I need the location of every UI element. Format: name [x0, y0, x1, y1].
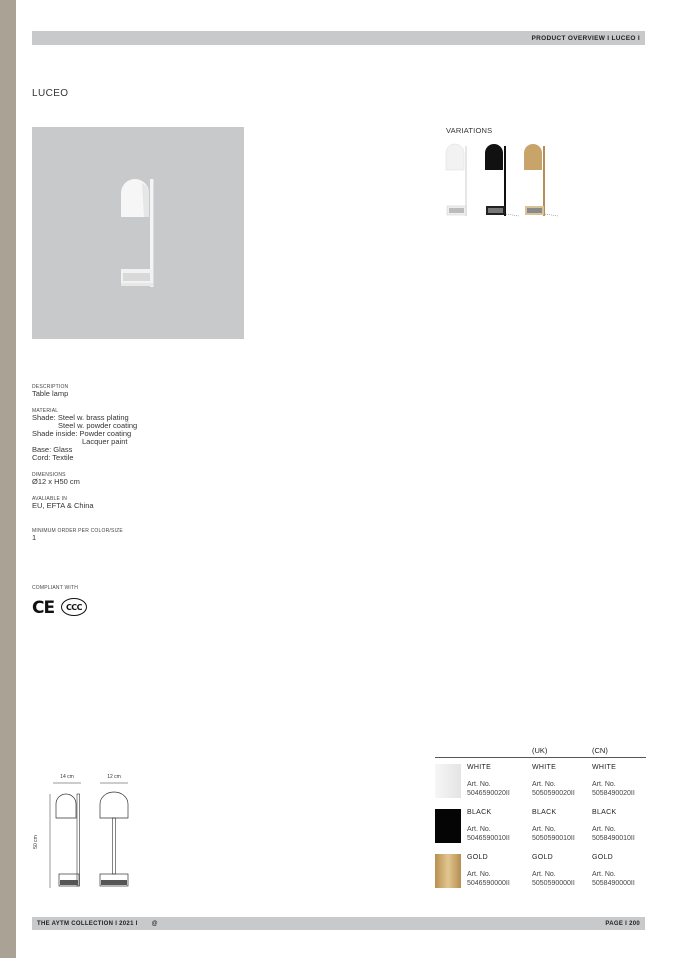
- description-block: [32, 384, 292, 398]
- header-bar: [32, 31, 645, 45]
- availability-block: [32, 496, 292, 510]
- variations-label: VARIATIONS: [446, 126, 493, 135]
- brand-logo-icon: @: [151, 920, 158, 927]
- breadcrumb: PRODUCT OVERVIEW I LUCEO I: [531, 34, 640, 42]
- ccc-mark-icon: CCC: [61, 598, 87, 616]
- table-cell: GOLD Art. No. 5058490000II: [592, 854, 635, 887]
- white-swatch: [435, 764, 461, 798]
- available-label: AVALIABLE IN: [32, 496, 68, 502]
- min-order-label: MINIMUM ORDER PER COLOR/SIZE: [32, 528, 123, 534]
- material-block: [32, 408, 292, 462]
- min-order-block: [32, 528, 292, 542]
- material-line: Cord: Textile: [32, 453, 74, 462]
- page-title: LUCEO: [32, 88, 69, 99]
- material-line: Shade: Steel w. brass plating: [32, 413, 129, 422]
- lamp-variations-icon: [443, 140, 563, 222]
- description-value: Table lamp: [32, 389, 69, 398]
- column-header: (CN): [592, 746, 608, 755]
- black-lamp-icon: [485, 144, 519, 216]
- dimensions-block: [32, 472, 292, 486]
- product-image: [32, 127, 244, 339]
- material-line: Lacquer paint: [82, 437, 128, 446]
- variants-table: [435, 744, 646, 893]
- table-cell: WHITE Art. No. 5046590020II: [467, 764, 510, 797]
- variations-thumbnails: [443, 140, 563, 222]
- footer-bar: [32, 917, 645, 930]
- lamp-dimension-diagram: [28, 770, 138, 895]
- table-cell: BLACK Art. No. 5058490010II: [592, 809, 635, 842]
- table-cell: GOLD Art. No. 5050590000II: [532, 854, 575, 887]
- dimensions-label: DIMENSIONS: [32, 472, 66, 478]
- table-lamp-illustration: [32, 127, 244, 339]
- dimensions-value: Ø12 x H50 cm: [32, 477, 80, 486]
- compliant-label: COMPLIANT WITH: [32, 585, 79, 591]
- material-line: Base: Glass: [32, 445, 73, 454]
- width-1-label: 14 cm: [60, 774, 74, 780]
- material-line: Shade inside: Powder coating: [32, 429, 132, 438]
- footer-left: [37, 921, 158, 927]
- dimension-drawing: [28, 770, 138, 895]
- available-value: EU, EFTA & China: [32, 501, 94, 510]
- white-lamp-icon: [446, 144, 467, 216]
- table-cell: WHITE Art. No. 5050590020II: [532, 764, 575, 797]
- table-row: [435, 848, 646, 893]
- side-strip: [0, 0, 16, 958]
- min-order-value: 1: [32, 533, 37, 542]
- gold-swatch: [435, 854, 461, 888]
- black-swatch: [435, 809, 461, 843]
- material-label: MATERIAL: [32, 408, 59, 414]
- table-cell: GOLD Art. No. 5046590000II: [467, 854, 510, 887]
- gold-lamp-icon: [524, 144, 558, 216]
- material-line: Steel w. powder coating: [58, 421, 138, 430]
- table-cell: WHITE Art. No. 5058490020II: [592, 764, 635, 797]
- page-number: PAGE I 200: [605, 920, 640, 927]
- table-cell: BLACK Art. No. 5050590010II: [532, 809, 575, 842]
- width-2-label: 12 cm: [107, 774, 121, 780]
- collection-label: THE AYTM COLLECTION I 2021 I: [37, 920, 138, 927]
- height-label: 50 cm: [33, 835, 39, 849]
- column-header: (UK): [532, 746, 548, 755]
- ce-mark-icon: CE: [32, 598, 55, 618]
- table-row: [435, 803, 646, 848]
- product-specs: [32, 384, 292, 552]
- table-header: [435, 744, 646, 758]
- table-cell: BLACK Art. No. 5046590010II: [467, 809, 510, 842]
- description-label: DESCRIPTION: [32, 384, 69, 390]
- table-row: [435, 758, 646, 803]
